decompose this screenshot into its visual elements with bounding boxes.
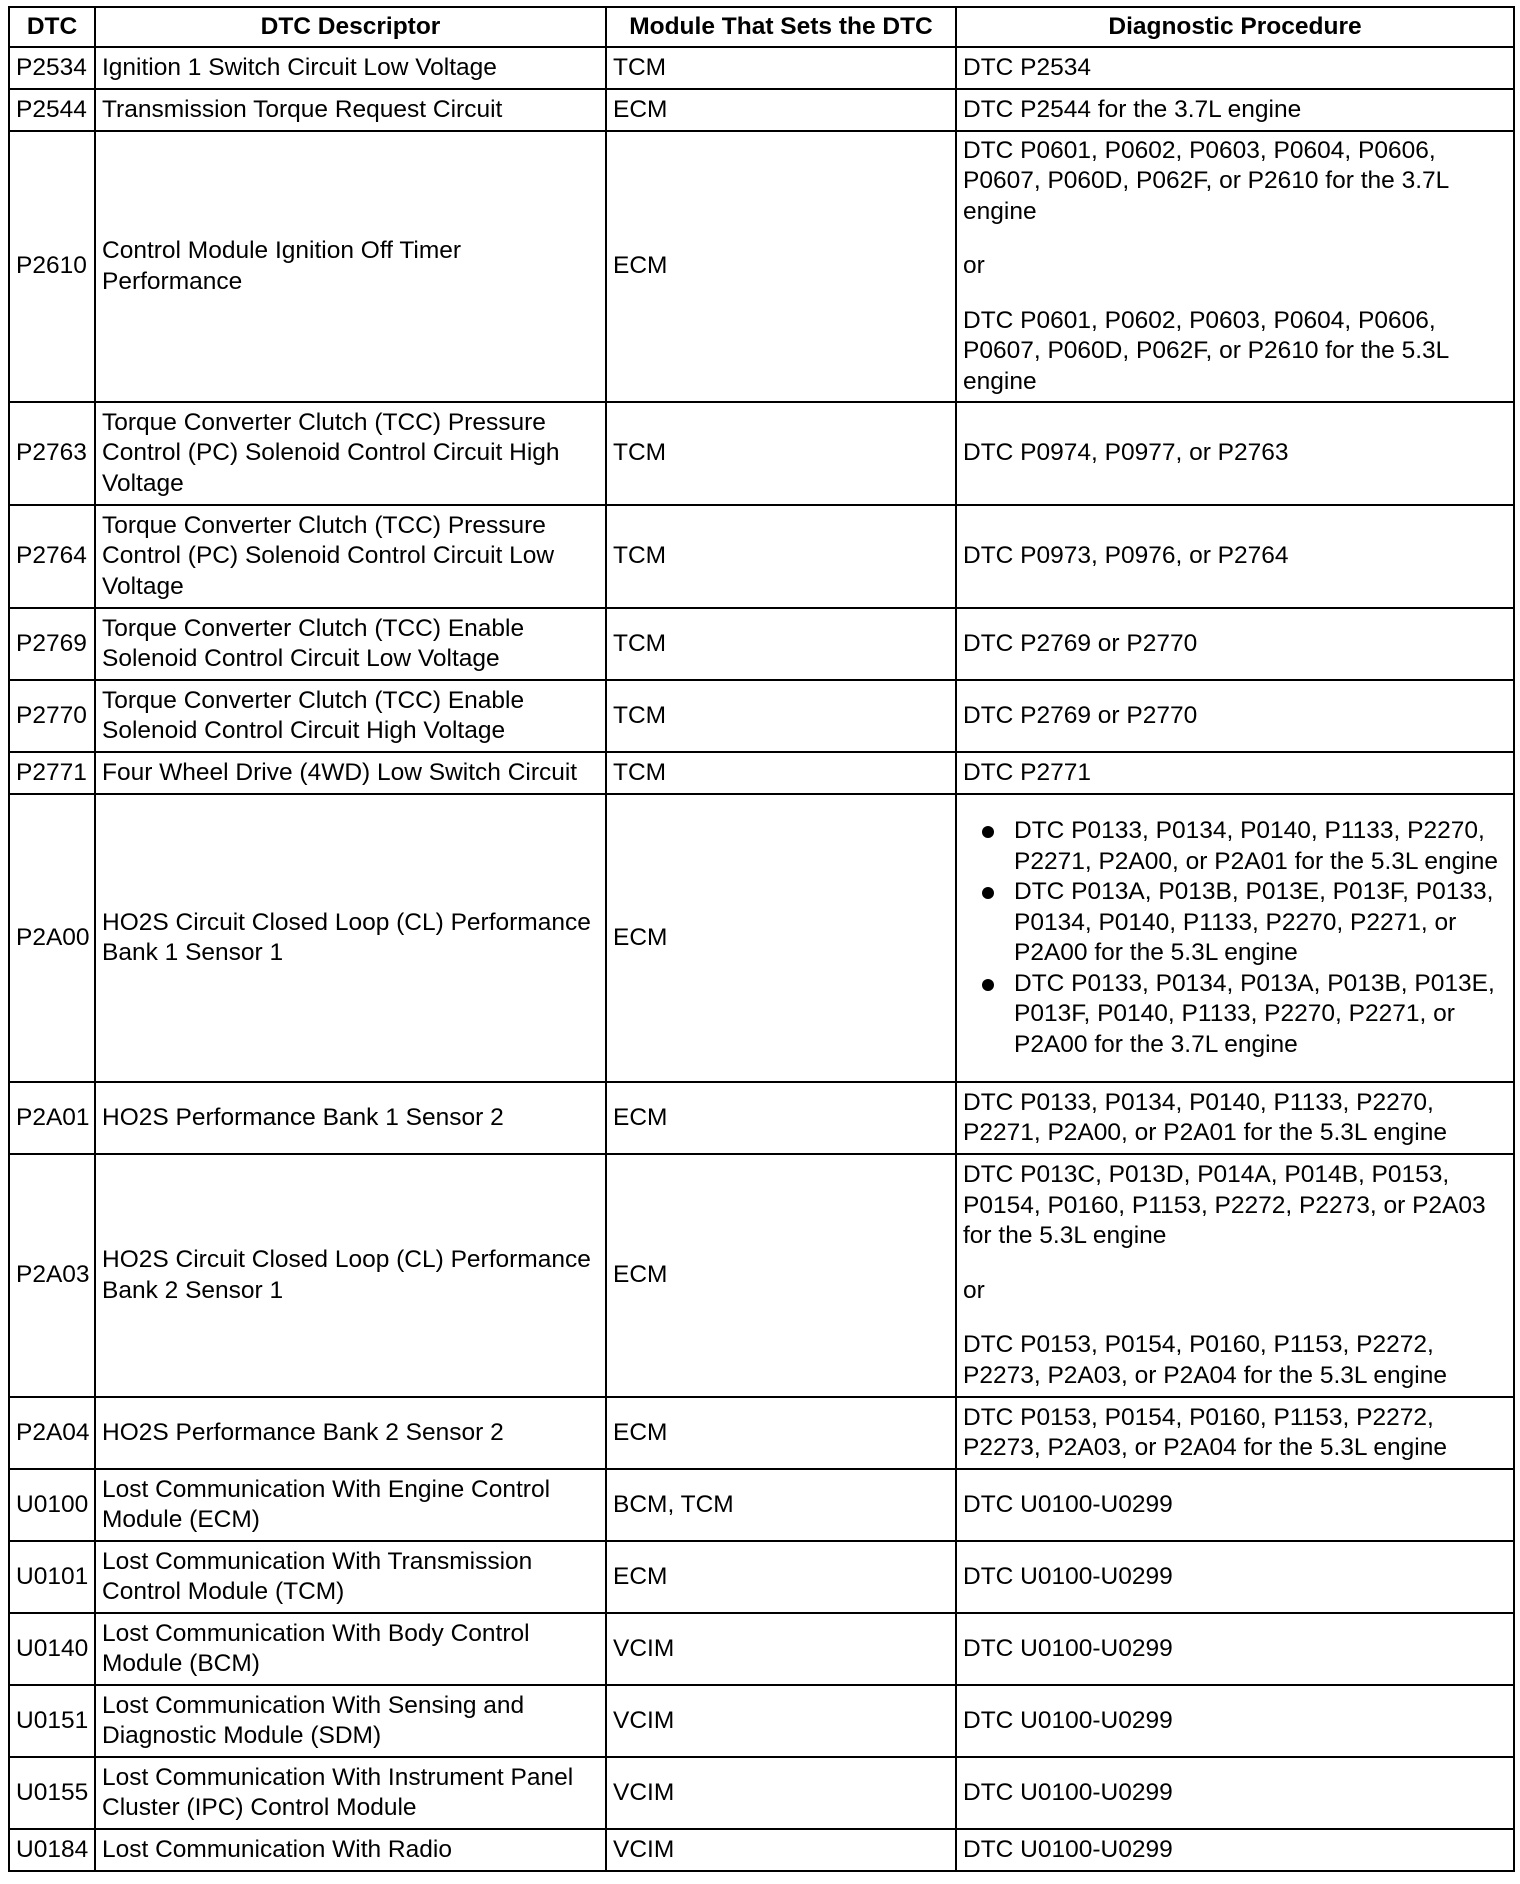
- table-row: [9, 505, 1514, 608]
- dtc-procedure: DTC P0153, P0154, P0160, P1153, P2272, P2273, P2A03, or P2A04 for the 5.3L engine: [956, 1397, 1514, 1469]
- procedure-bullet-list: [963, 816, 1507, 1060]
- table-row: [9, 1541, 1514, 1613]
- dtc-table-wrapper: [8, 6, 1515, 1872]
- dtc-descriptor: Control Module Ignition Off Timer Performance: [95, 131, 606, 402]
- dtc-code: P2769: [9, 608, 95, 680]
- dtc-procedure: DTC P2769 or P2770: [956, 680, 1514, 752]
- table-row: [9, 1613, 1514, 1685]
- dtc-module: TCM: [606, 680, 956, 752]
- dtc-code: U0184: [9, 1829, 95, 1871]
- dtc-procedure: DTC P0133, P0134, P0140, P1133, P2270, P2271, P2A00, or P2A01 for the 5.3L engine: [956, 1082, 1514, 1154]
- procedure-paragraph: DTC P0601, P0602, P0603, P0604, P0606, P0607, P060D, P062F, or P2610 for the 5.3L engine: [963, 306, 1449, 395]
- header-procedure: Diagnostic Procedure: [956, 7, 1514, 47]
- dtc-descriptor: Lost Communication With Instrument Panel Cluster (IPC) Control Module: [95, 1757, 606, 1829]
- dtc-descriptor: Torque Converter Clutch (TCC) Enable Solenoid Control Circuit Low Voltage: [95, 608, 606, 680]
- dtc-descriptor: Lost Communication With Sensing and Diagnostic Module (SDM): [95, 1685, 606, 1757]
- dtc-descriptor: HO2S Circuit Closed Loop (CL) Performance Bank 2 Sensor 1: [95, 1154, 606, 1397]
- dtc-module: ECM: [606, 1154, 956, 1397]
- table-row: [9, 89, 1514, 131]
- dtc-procedure: [956, 131, 1514, 402]
- table-row: [9, 1685, 1514, 1757]
- dtc-code: P2534: [9, 47, 95, 89]
- dtc-code: P2544: [9, 89, 95, 131]
- dtc-module: ECM: [606, 131, 956, 402]
- dtc-descriptor: Lost Communication With Body Control Module (BCM): [95, 1613, 606, 1685]
- table-row: [9, 1154, 1514, 1397]
- dtc-procedure: DTC U0100-U0299: [956, 1541, 1514, 1613]
- dtc-code: P2610: [9, 131, 95, 402]
- dtc-procedure: DTC P2771: [956, 752, 1514, 794]
- dtc-descriptor: Torque Converter Clutch (TCC) Pressure Control (PC) Solenoid Control Circuit Low Voltage: [95, 505, 606, 608]
- dtc-module: VCIM: [606, 1757, 956, 1829]
- dtc-descriptor: Torque Converter Clutch (TCC) Pressure Control (PC) Solenoid Control Circuit High Voltage: [95, 402, 606, 505]
- dtc-module: TCM: [606, 752, 956, 794]
- dtc-module: TCM: [606, 47, 956, 89]
- dtc-procedure: DTC P2544 for the 3.7L engine: [956, 89, 1514, 131]
- dtc-code: P2A03: [9, 1154, 95, 1397]
- dtc-procedure: DTC U0100-U0299: [956, 1757, 1514, 1829]
- dtc-code: P2A04: [9, 1397, 95, 1469]
- dtc-descriptor: Lost Communication With Transmission Control Module (TCM): [95, 1541, 606, 1613]
- dtc-module: TCM: [606, 608, 956, 680]
- table-row: [9, 131, 1514, 402]
- dtc-code: P2A01: [9, 1082, 95, 1154]
- list-item: DTC P0133, P0134, P013A, P013B, P013E, P013F, P0140, P1133, P2270, P2271, or P2A00 for the 3.7L engine: [963, 969, 1507, 1061]
- dtc-module: ECM: [606, 1541, 956, 1613]
- dtc-procedure: DTC P0974, P0977, or P2763: [956, 402, 1514, 505]
- dtc-descriptor: Lost Communication With Engine Control Module (ECM): [95, 1469, 606, 1541]
- dtc-descriptor: Transmission Torque Request Circuit: [95, 89, 606, 131]
- dtc-module: ECM: [606, 89, 956, 131]
- table-row: [9, 47, 1514, 89]
- dtc-procedure: [956, 1154, 1514, 1397]
- dtc-module: TCM: [606, 402, 956, 505]
- dtc-procedure: DTC U0100-U0299: [956, 1829, 1514, 1871]
- dtc-module: VCIM: [606, 1829, 956, 1871]
- dtc-code: P2770: [9, 680, 95, 752]
- list-item: DTC P013A, P013B, P013E, P013F, P0133, P0134, P0140, P1133, P2270, P2271, or P2A00 for the 5.3L engine: [963, 877, 1507, 969]
- table-row: [9, 1397, 1514, 1469]
- dtc-code: U0101: [9, 1541, 95, 1613]
- dtc-module: ECM: [606, 1397, 956, 1469]
- header-dtc: DTC: [9, 7, 95, 47]
- table-row: [9, 608, 1514, 680]
- dtc-table: [8, 6, 1515, 1872]
- dtc-module: TCM: [606, 505, 956, 608]
- dtc-descriptor: Torque Converter Clutch (TCC) Enable Solenoid Control Circuit High Voltage: [95, 680, 606, 752]
- dtc-procedure: DTC P0973, P0976, or P2764: [956, 505, 1514, 608]
- procedure-paragraph: or: [963, 252, 985, 280]
- dtc-procedure: DTC U0100-U0299: [956, 1469, 1514, 1541]
- dtc-module: ECM: [606, 794, 956, 1082]
- dtc-module: ECM: [606, 1082, 956, 1154]
- dtc-code: P2771: [9, 752, 95, 794]
- dtc-descriptor: Lost Communication With Radio: [95, 1829, 606, 1871]
- procedure-paragraph: or: [963, 1276, 985, 1304]
- dtc-code: P2763: [9, 402, 95, 505]
- header-module: Module That Sets the DTC: [606, 7, 956, 47]
- dtc-procedure: DTC U0100-U0299: [956, 1613, 1514, 1685]
- dtc-procedure: [956, 794, 1514, 1082]
- dtc-code: U0155: [9, 1757, 95, 1829]
- dtc-code: P2A00: [9, 794, 95, 1082]
- table-row: [9, 1757, 1514, 1829]
- table-row: [9, 794, 1514, 1082]
- dtc-code: U0100: [9, 1469, 95, 1541]
- table-row: [9, 1082, 1514, 1154]
- table-header-row: [9, 7, 1514, 47]
- table-row: [9, 402, 1514, 505]
- dtc-procedure: DTC U0100-U0299: [956, 1685, 1514, 1757]
- procedure-paragraph: DTC P0601, P0602, P0603, P0604, P0606, P0607, P060D, P062F, or P2610 for the 3.7L engine: [963, 136, 1449, 225]
- procedure-paragraph: DTC P013C, P013D, P014A, P014B, P0153, P0154, P0160, P1153, P2272, P2273, or P2A03 for the 5.3L engine: [963, 1161, 1486, 1249]
- procedure-paragraph: DTC P0153, P0154, P0160, P1153, P2272, P2273, P2A03, or P2A04 for the 5.3L engine: [963, 1331, 1448, 1389]
- dtc-descriptor: HO2S Performance Bank 1 Sensor 2: [95, 1082, 606, 1154]
- table-row: [9, 680, 1514, 752]
- dtc-module: BCM, TCM: [606, 1469, 956, 1541]
- header-descriptor: DTC Descriptor: [95, 7, 606, 47]
- table-row: [9, 1469, 1514, 1541]
- dtc-code: U0140: [9, 1613, 95, 1685]
- dtc-procedure: DTC P2534: [956, 47, 1514, 89]
- list-item: DTC P0133, P0134, P0140, P1133, P2270, P2271, P2A00, or P2A01 for the 5.3L engine: [963, 816, 1507, 877]
- dtc-descriptor: HO2S Circuit Closed Loop (CL) Performance Bank 1 Sensor 1: [95, 794, 606, 1082]
- dtc-procedure: DTC P2769 or P2770: [956, 608, 1514, 680]
- table-row: [9, 1829, 1514, 1871]
- dtc-module: VCIM: [606, 1613, 956, 1685]
- dtc-code: U0151: [9, 1685, 95, 1757]
- dtc-descriptor: Four Wheel Drive (4WD) Low Switch Circuit: [95, 752, 606, 794]
- dtc-descriptor: Ignition 1 Switch Circuit Low Voltage: [95, 47, 606, 89]
- dtc-descriptor: HO2S Performance Bank 2 Sensor 2: [95, 1397, 606, 1469]
- dtc-code: P2764: [9, 505, 95, 608]
- dtc-module: VCIM: [606, 1685, 956, 1757]
- table-row: [9, 752, 1514, 794]
